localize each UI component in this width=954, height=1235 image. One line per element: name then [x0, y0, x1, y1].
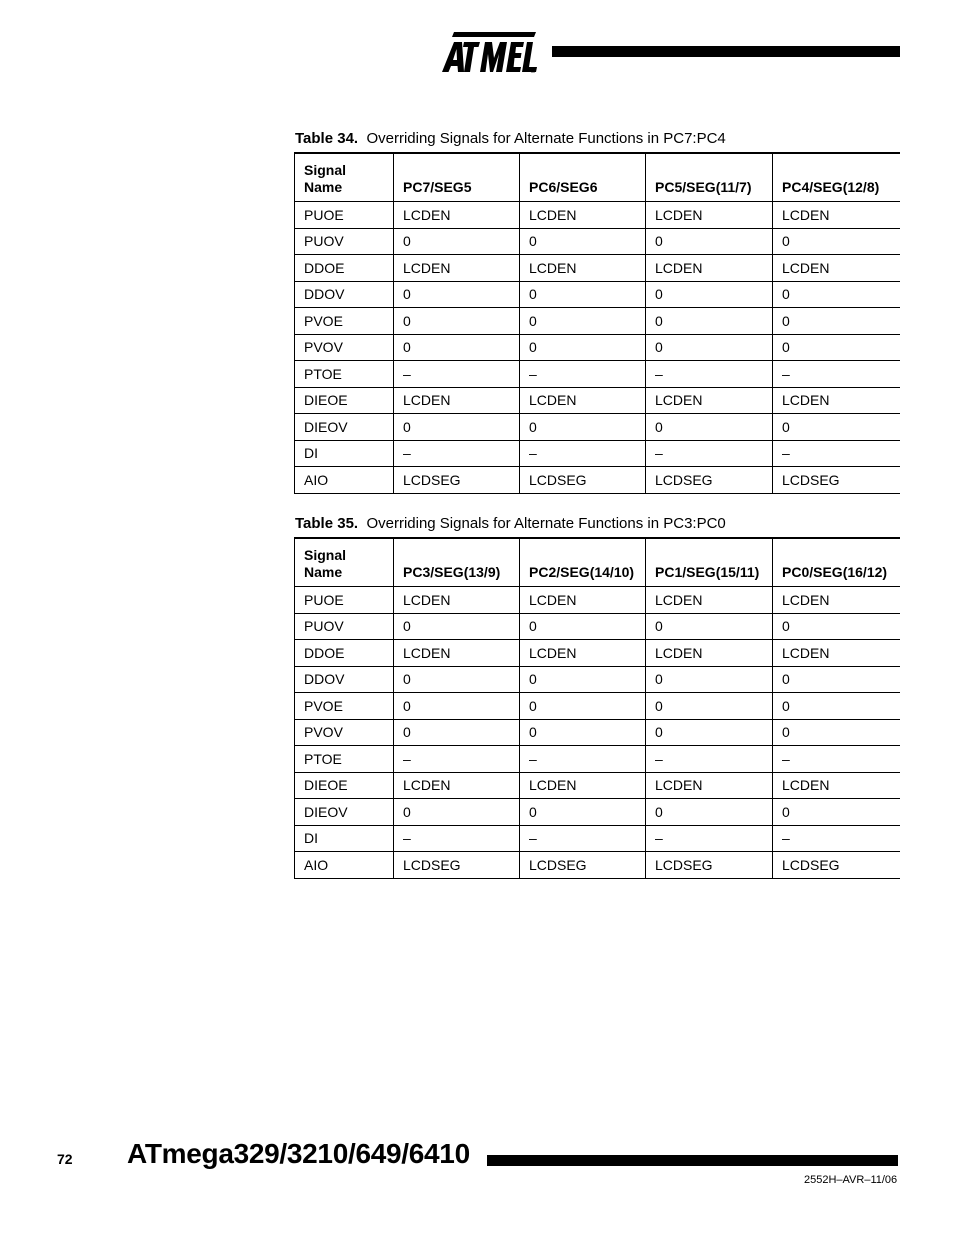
value-cell: 0 [646, 308, 773, 335]
header-line: Name [304, 564, 343, 580]
value-cell: 0 [773, 693, 900, 720]
table-row [295, 587, 900, 614]
table-35-caption [295, 515, 726, 533]
header-line: Signal [304, 162, 347, 178]
table-row [295, 640, 900, 667]
value-cell: – [773, 746, 900, 773]
table-35-title: Overriding Signals for Alternate Functions in PC3:PC0 [366, 515, 726, 532]
table-34 [294, 152, 900, 494]
value-cell: 0 [520, 693, 646, 720]
value-cell: LCDEN [646, 202, 773, 229]
value-cell: 0 [773, 281, 900, 308]
table-row [295, 719, 900, 746]
value-cell: LCDEN [646, 387, 773, 414]
header-column: PC3/SEG(13/9) [394, 538, 520, 587]
table-row [295, 440, 900, 467]
header-column: PC0/SEG(16/12) [773, 538, 900, 587]
signal-name-cell: DIEOE [295, 772, 394, 799]
value-cell: LCDSEG [646, 852, 773, 879]
value-cell: – [520, 361, 646, 388]
value-cell: LCDEN [646, 640, 773, 667]
table-row [295, 202, 900, 229]
signal-name-cell: AIO [295, 467, 394, 494]
signal-name-cell: DIEOV [295, 799, 394, 826]
value-cell: 0 [646, 228, 773, 255]
value-cell: 0 [646, 799, 773, 826]
value-cell: LCDSEG [394, 467, 520, 494]
value-cell: LCDEN [520, 772, 646, 799]
registered-mark: ® [530, 66, 536, 75]
signal-name-cell: DIEOE [295, 387, 394, 414]
value-cell: 0 [520, 613, 646, 640]
value-cell: – [520, 440, 646, 467]
signal-name-cell: PVOV [295, 719, 394, 746]
value-cell: LCDEN [773, 640, 900, 667]
document-title: ATmega329/3210/649/6410 [127, 1138, 470, 1169]
value-cell: 0 [394, 693, 520, 720]
value-cell: 0 [773, 799, 900, 826]
header-rule [552, 46, 900, 57]
value-cell: LCDEN [394, 587, 520, 614]
table-row [295, 825, 900, 852]
signal-name-cell: PTOE [295, 361, 394, 388]
header-column: PC2/SEG(14/10) [520, 538, 646, 587]
table-35-label: Table 35. [295, 515, 359, 532]
value-cell: 0 [520, 666, 646, 693]
table-row [295, 746, 900, 773]
table-row [295, 693, 900, 720]
header-line: Signal [304, 547, 347, 563]
table-row [295, 613, 900, 640]
value-cell: 0 [394, 308, 520, 335]
value-cell: 0 [520, 281, 646, 308]
table-row [295, 414, 900, 441]
value-cell: 0 [646, 666, 773, 693]
value-cell: 0 [394, 228, 520, 255]
value-cell: LCDEN [394, 772, 520, 799]
value-cell: LCDEN [520, 202, 646, 229]
value-cell: – [520, 825, 646, 852]
value-cell: LCDSEG [773, 852, 900, 879]
value-cell: – [646, 361, 773, 388]
value-cell: 0 [394, 613, 520, 640]
table-34-label: Table 34. [295, 130, 359, 147]
signal-name-cell: PUOE [295, 587, 394, 614]
table-row [295, 281, 900, 308]
value-cell: LCDEN [646, 255, 773, 282]
value-cell: – [646, 440, 773, 467]
signal-name-cell: PVOV [295, 334, 394, 361]
value-cell: 0 [520, 799, 646, 826]
signal-name-cell: DDOE [295, 255, 394, 282]
signal-name-cell: PVOE [295, 693, 394, 720]
value-cell: 0 [773, 414, 900, 441]
table-row [295, 772, 900, 799]
value-cell: 0 [773, 308, 900, 335]
header-signal-name [295, 153, 394, 202]
table-35 [294, 537, 900, 879]
value-cell: LCDEN [773, 587, 900, 614]
value-cell: 0 [394, 334, 520, 361]
signal-name-cell: PVOE [295, 308, 394, 335]
value-cell: 0 [773, 228, 900, 255]
signal-name-cell: PUOE [295, 202, 394, 229]
value-cell: LCDEN [520, 587, 646, 614]
value-cell: – [520, 746, 646, 773]
value-cell: 0 [394, 719, 520, 746]
signal-name-cell: DI [295, 825, 394, 852]
value-cell: LCDEN [394, 255, 520, 282]
value-cell: LCDEN [773, 772, 900, 799]
value-cell: – [394, 440, 520, 467]
table-header-row [295, 153, 900, 202]
value-cell: LCDEN [646, 772, 773, 799]
value-cell: 0 [773, 334, 900, 361]
value-cell: LCDEN [394, 387, 520, 414]
footer-rule [487, 1155, 898, 1166]
value-cell: 0 [520, 228, 646, 255]
atmel-logo [440, 28, 540, 78]
value-cell: LCDEN [394, 202, 520, 229]
value-cell: LCDSEG [520, 852, 646, 879]
table-row [295, 467, 900, 494]
value-cell: 0 [646, 414, 773, 441]
value-cell: LCDSEG [520, 467, 646, 494]
value-cell: LCDEN [520, 387, 646, 414]
signal-name-cell: DIEOV [295, 414, 394, 441]
value-cell: 0 [394, 281, 520, 308]
value-cell: – [773, 825, 900, 852]
table-row [295, 799, 900, 826]
table-header-row [295, 538, 900, 587]
value-cell: LCDSEG [773, 467, 900, 494]
signal-name-cell: DDOE [295, 640, 394, 667]
header-column: PC1/SEG(15/11) [646, 538, 773, 587]
value-cell: 0 [520, 414, 646, 441]
value-cell: LCDSEG [646, 467, 773, 494]
table-34-caption [295, 130, 726, 148]
value-cell: LCDEN [520, 640, 646, 667]
table-row [295, 308, 900, 335]
table-row [295, 666, 900, 693]
signal-name-cell: PUOV [295, 228, 394, 255]
value-cell: 0 [394, 414, 520, 441]
value-cell: 0 [646, 693, 773, 720]
value-cell: 0 [646, 719, 773, 746]
value-cell: 0 [773, 666, 900, 693]
value-cell: 0 [646, 281, 773, 308]
value-cell: – [773, 361, 900, 388]
value-cell: 0 [646, 613, 773, 640]
signal-name-cell: PTOE [295, 746, 394, 773]
signal-name-cell: AIO [295, 852, 394, 879]
header-signal-name [295, 538, 394, 587]
table-row [295, 255, 900, 282]
page-number: 72 [57, 1151, 73, 1167]
value-cell: 0 [520, 334, 646, 361]
table-row [295, 852, 900, 879]
table-row [295, 361, 900, 388]
header-column: PC4/SEG(12/8) [773, 153, 900, 202]
value-cell: LCDSEG [394, 852, 520, 879]
table-row [295, 387, 900, 414]
table-34-title: Overriding Signals for Alternate Functions in PC7:PC4 [366, 130, 726, 147]
signal-name-cell: DI [295, 440, 394, 467]
signal-name-cell: DDOV [295, 666, 394, 693]
value-cell: 0 [520, 308, 646, 335]
table-row [295, 334, 900, 361]
value-cell: LCDEN [394, 640, 520, 667]
value-cell: – [773, 440, 900, 467]
value-cell: LCDEN [773, 387, 900, 414]
header-line: Name [304, 179, 343, 195]
value-cell: LCDEN [520, 255, 646, 282]
header-column: PC5/SEG(11/7) [646, 153, 773, 202]
header-column: PC7/SEG5 [394, 153, 520, 202]
value-cell: 0 [773, 719, 900, 746]
value-cell: – [646, 746, 773, 773]
signal-name-cell: PUOV [295, 613, 394, 640]
value-cell: 0 [394, 666, 520, 693]
value-cell: 0 [646, 334, 773, 361]
value-cell: LCDEN [773, 255, 900, 282]
value-cell: 0 [773, 613, 900, 640]
signal-name-cell: DDOV [295, 281, 394, 308]
value-cell: 0 [394, 799, 520, 826]
header-column: PC6/SEG6 [520, 153, 646, 202]
value-cell: – [394, 746, 520, 773]
value-cell: LCDEN [773, 202, 900, 229]
value-cell: – [394, 361, 520, 388]
value-cell: – [646, 825, 773, 852]
document-code: 2552H–AVR–11/06 [804, 1174, 898, 1186]
table-row [295, 228, 900, 255]
value-cell: – [394, 825, 520, 852]
value-cell: 0 [520, 719, 646, 746]
value-cell: LCDEN [646, 587, 773, 614]
